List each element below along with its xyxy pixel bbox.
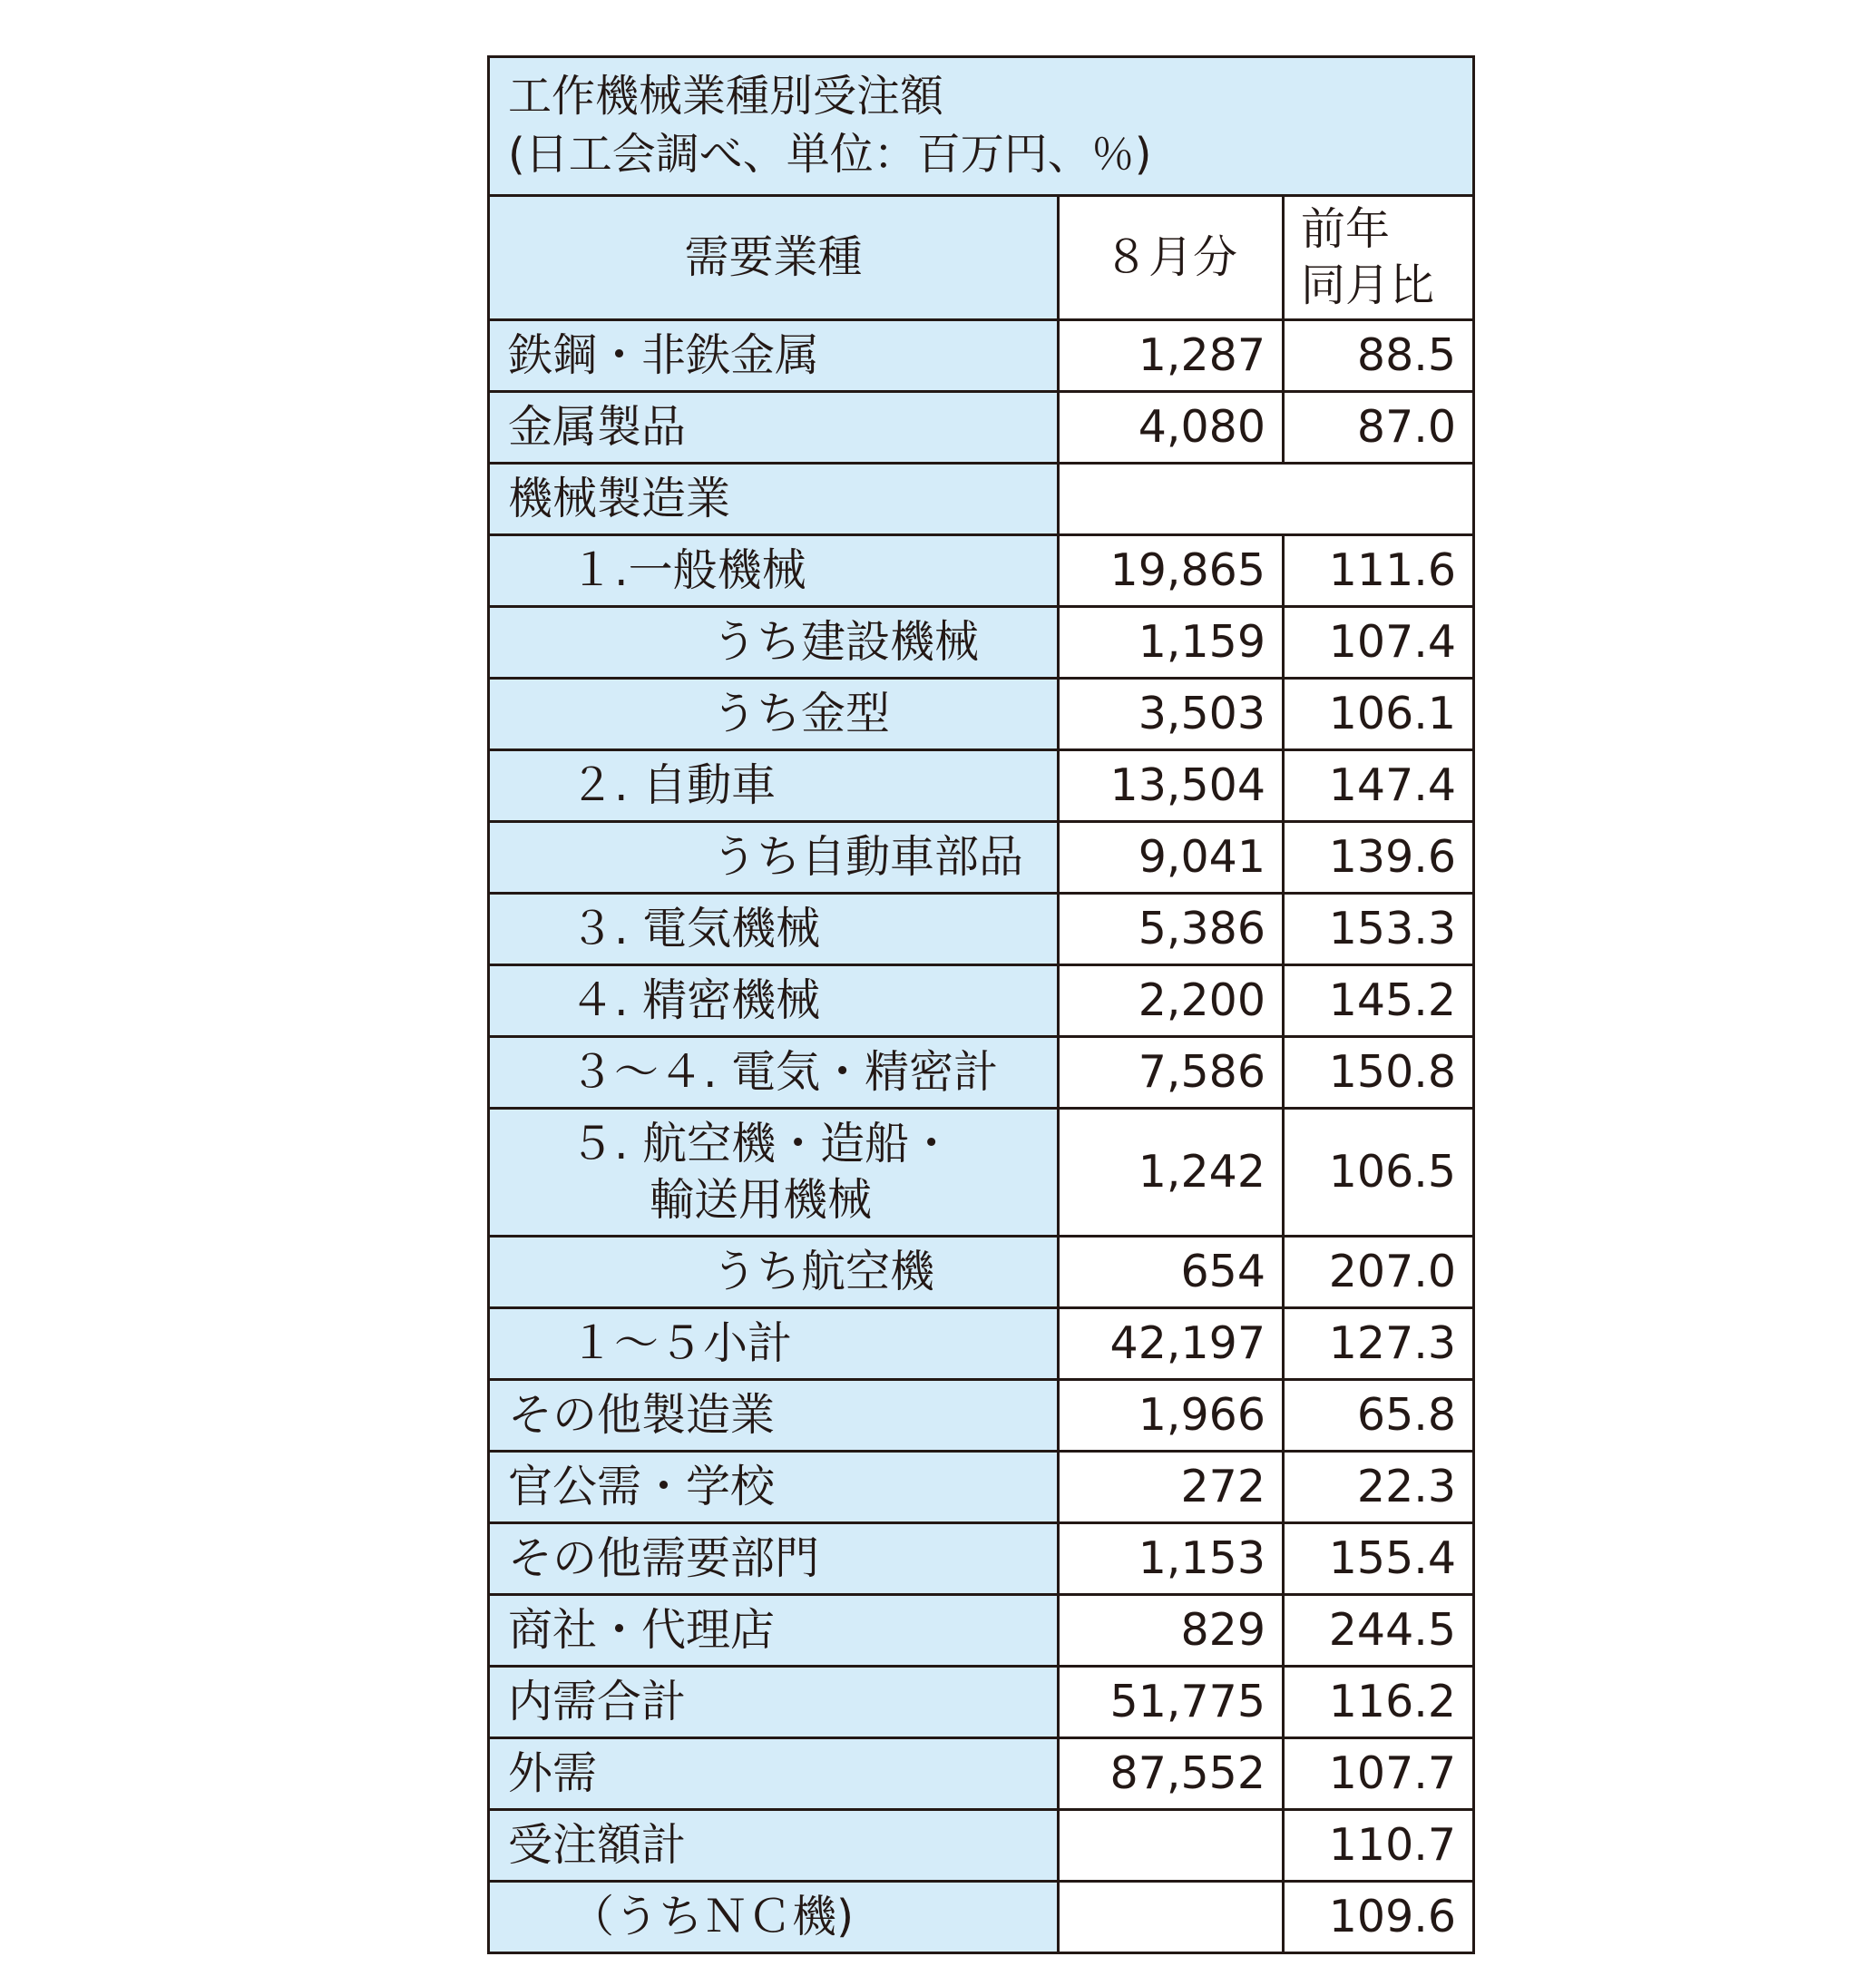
row-ratio: 244.5	[1284, 1595, 1474, 1667]
header-yoy	[1284, 196, 1474, 320]
row-value: 1,242	[1059, 1109, 1284, 1237]
row-ratio: 139.6	[1284, 822, 1474, 894]
row-value: 13,504	[1059, 750, 1284, 822]
row-label: 内需合計	[489, 1667, 1059, 1738]
row-value: 1,966	[1059, 1380, 1284, 1452]
row-ratio: 88.5	[1284, 320, 1474, 392]
header-month: ８月分	[1059, 196, 1284, 320]
row-ratio: 106.5	[1284, 1109, 1474, 1237]
table-row	[489, 392, 1474, 464]
row-value: 2,200	[1059, 965, 1284, 1037]
row-ratio: 22.3	[1284, 1452, 1474, 1523]
row-label: ３. 電気機械	[489, 894, 1059, 965]
table-caption	[489, 57, 1474, 196]
table-row	[489, 679, 1474, 750]
row-value: 1,153	[1059, 1523, 1284, 1595]
table-row	[489, 750, 1474, 822]
row-value: 1,159	[1059, 607, 1284, 679]
table-row	[489, 1595, 1474, 1667]
row-value: 272	[1059, 1452, 1284, 1523]
row-label: 金属製品	[489, 392, 1059, 464]
table-row	[489, 1109, 1474, 1237]
table-row	[489, 822, 1474, 894]
row-label: ４. 精密機械	[489, 965, 1059, 1037]
row-value: 1,287	[1059, 320, 1284, 392]
orders-table-container	[487, 55, 1472, 1954]
header-yoy-line1: 前年	[1301, 203, 1391, 255]
row-ratio: 107.7	[1284, 1738, 1474, 1810]
row-ratio: 145.2	[1284, 965, 1474, 1037]
table-caption-row	[489, 57, 1474, 196]
row-ratio: 116.2	[1284, 1667, 1474, 1738]
section-label: 機械製造業	[489, 464, 1059, 535]
table-row	[489, 894, 1474, 965]
section-empty-cell	[1059, 464, 1474, 535]
row-value: 5,386	[1059, 894, 1284, 965]
row-ratio: 109.6	[1284, 1882, 1474, 1953]
row-ratio: 65.8	[1284, 1380, 1474, 1452]
table-unit-note: (日工会調べ、単位：百万円、％)	[508, 129, 1152, 180]
row-ratio: 87.0	[1284, 392, 1474, 464]
table-row	[489, 1308, 1474, 1380]
row-label-line2: 輸送用機械	[650, 1174, 873, 1226]
row-label: ２. 自動車	[489, 750, 1059, 822]
row-ratio: 207.0	[1284, 1237, 1474, 1308]
row-label	[489, 1109, 1059, 1237]
header-category: 需要業種	[489, 196, 1059, 320]
row-ratio: 106.1	[1284, 679, 1474, 750]
row-label: 受注額計	[489, 1810, 1059, 1882]
row-ratio: 110.7	[1284, 1810, 1474, 1882]
row-label: うち自動車部品	[489, 822, 1059, 894]
table-title: 工作機械業種別受注額	[508, 71, 944, 122]
table-row	[489, 965, 1474, 1037]
row-label: その他製造業	[489, 1380, 1059, 1452]
row-ratio: 147.4	[1284, 750, 1474, 822]
table-row	[489, 320, 1474, 392]
header-row	[489, 196, 1474, 320]
table-row	[489, 1452, 1474, 1523]
row-label: うち建設機械	[489, 607, 1059, 679]
section-row	[489, 464, 1474, 535]
row-value: 4,080	[1059, 392, 1284, 464]
row-value: 51,775	[1059, 1667, 1284, 1738]
table-row	[489, 1237, 1474, 1308]
row-label: 官公需・学校	[489, 1452, 1059, 1523]
row-ratio: 107.4	[1284, 607, 1474, 679]
table-row	[489, 1037, 1474, 1109]
row-value	[1059, 1810, 1284, 1882]
row-value: 42,197	[1059, 1308, 1284, 1380]
row-value: 654	[1059, 1237, 1284, 1308]
row-label: １～５小計	[489, 1308, 1059, 1380]
row-ratio: 153.3	[1284, 894, 1474, 965]
row-value	[1059, 1882, 1284, 1953]
row-label: その他需要部門	[489, 1523, 1059, 1595]
row-label: 外需	[489, 1738, 1059, 1810]
table-row	[489, 1738, 1474, 1810]
row-value: 9,041	[1059, 822, 1284, 894]
row-label: 鉄鋼・非鉄金属	[489, 320, 1059, 392]
row-label: ３～４. 電気・精密計	[489, 1037, 1059, 1109]
table-row	[489, 1810, 1474, 1882]
row-ratio: 155.4	[1284, 1523, 1474, 1595]
header-yoy-line2: 同月比	[1301, 259, 1435, 311]
row-label-line1: ５. 航空機・造船・	[570, 1118, 954, 1169]
row-value: 829	[1059, 1595, 1284, 1667]
row-value: 3,503	[1059, 679, 1284, 750]
row-label: （うちＮＣ機)	[489, 1882, 1059, 1953]
table-row	[489, 1523, 1474, 1595]
row-ratio: 150.8	[1284, 1037, 1474, 1109]
row-value: 87,552	[1059, 1738, 1284, 1810]
row-label: うち航空機	[489, 1237, 1059, 1308]
row-value: 7,586	[1059, 1037, 1284, 1109]
row-ratio: 111.6	[1284, 535, 1474, 607]
row-value: 19,865	[1059, 535, 1284, 607]
row-ratio: 127.3	[1284, 1308, 1474, 1380]
row-label: １.一般機械	[489, 535, 1059, 607]
row-label: 商社・代理店	[489, 1595, 1059, 1667]
table-row	[489, 535, 1474, 607]
table-row	[489, 1667, 1474, 1738]
table-row	[489, 1882, 1474, 1953]
row-label: うち金型	[489, 679, 1059, 750]
orders-by-industry-table	[487, 55, 1475, 1954]
table-row	[489, 1380, 1474, 1452]
table-row	[489, 607, 1474, 679]
